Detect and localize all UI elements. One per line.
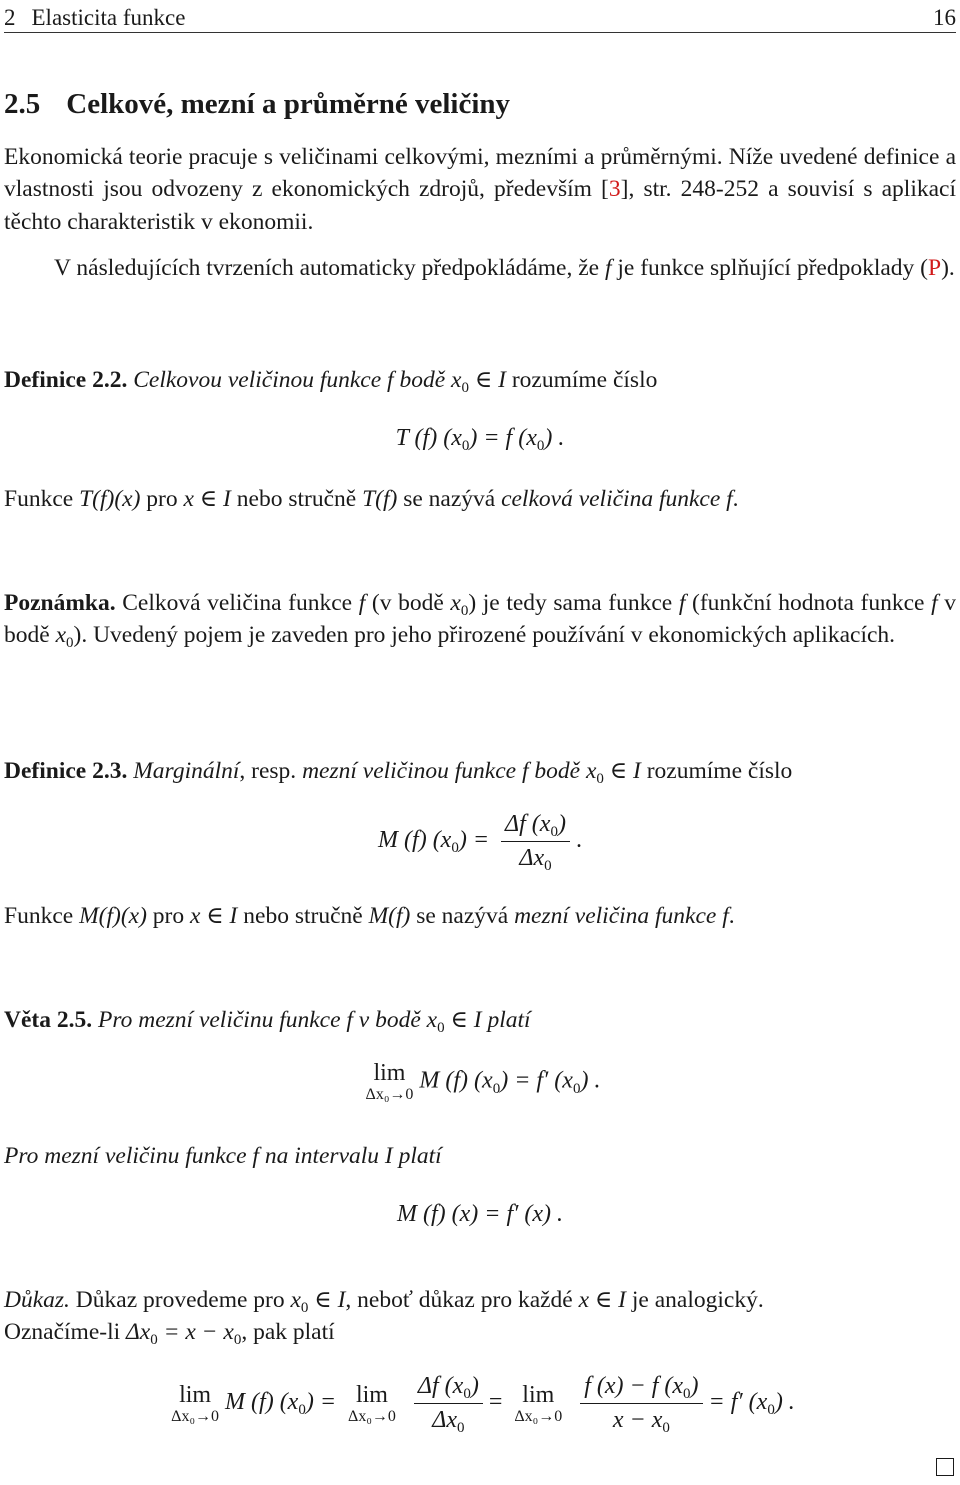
equation-limit-point: lim Δx₀→0 M (f) $(x_0) = f'$ $(x_0)$ . xyxy=(365,1060,601,1104)
equation-proof-chain: lim Δx₀→0 M (f) $(x_0)$ = lim Δx₀→0 $\frac{\Delta f (x_0)}{\Delta x_0}$ = lim Δx₀→0 $\frac{f (x) - f (x_0)}{x - x_0}$ = f′ $(x_0)$ . xyxy=(4,1370,956,1437)
proof-label: Důkaz. xyxy=(4,1287,70,1313)
note-paragraph: Poznámka. Celková veličina funkce f (v bodě $x_0$) je tedy sama funkce f (funkční hodnota funkce f v bodě $x_0$). Uvedený pojem je zaveden pro jeho přirozené používání v ekonomických aplikacích. xyxy=(4,590,957,652)
equation-total-quantity: T (f) $(x_0) = f$ $(x_0)$ . xyxy=(395,425,565,454)
qed-square-icon xyxy=(936,1458,954,1476)
note-label: Poznámka. xyxy=(4,590,116,616)
theorem-2-5: Věta 2.5. Pro mezní veličinu funkce f v bodě $x_0$ ∈ I platí xyxy=(4,1007,531,1036)
running-header xyxy=(4,0,956,33)
chapter-title: Elasticita funkce xyxy=(31,5,186,30)
section-title: Celkové, mezní a průměrné veličiny xyxy=(66,88,511,120)
intro-paragraph: Ekonomická teorie pracuje s veličinami celkovými, mezními a průměrnými. Níže uvedené definice a vlastnosti jsou odvozeny z ekonomických zdrojů, především [3], str. 248-252 a souvisí s aplikací těchto charakteristik v ekonomii. xyxy=(4,144,956,235)
assumption-paragraph: V následujících tvrzeních automaticky předpokládáme, že f je funkce splňující předpoklady (P). xyxy=(54,255,955,281)
limit-operator: lim Δx₀→0 xyxy=(348,1381,396,1425)
section-heading xyxy=(4,84,510,124)
section-number: 2.5 xyxy=(4,88,41,120)
header-chapter xyxy=(4,2,185,34)
definition-2-3-follow: Funkce M(f)(x) pro x ∈ I nebo stručně M(f) se nazývá mezní veličina funkce f. xyxy=(4,903,735,929)
definition-2-3: Definice 2.3. Marginální, resp. mezní veličinou funkce f bodě $x_0$ ∈ I rozumíme číslo xyxy=(4,758,793,787)
citation-link[interactable]: 3 xyxy=(608,176,621,203)
proof-paragraph: Důkaz. Důkaz provedeme pro $x_0$ ∈ I, neboť důkaz pro každé x ∈ I je analogický. Označíme-li $\Delta x_0 = x - x_0$, pak platí xyxy=(4,1287,764,1349)
definition-2-2-follow: Funkce T(f)(x) pro x ∈ I nebo stručně T(f) se nazývá celková veličina funkce f. xyxy=(4,486,739,512)
limit-operator: lim Δx₀→0 xyxy=(365,1060,414,1104)
fraction: $\frac{\Delta f (x_0)}{\Delta x_0}$ xyxy=(414,1370,483,1437)
chapter-number: 2 xyxy=(4,5,16,30)
page-number: 16 xyxy=(933,5,956,30)
definition-label: Definice 2.2. xyxy=(4,367,128,393)
theorem-label: Věta 2.5. xyxy=(4,1007,93,1033)
limit-operator: lim Δx₀→0 xyxy=(514,1381,563,1425)
fraction: $\frac{\Delta f (x_0)}{\Delta x_0}$ xyxy=(501,808,570,875)
fraction: $\frac{f (x) - f (x_0)}{x - x_0}$ xyxy=(580,1370,702,1437)
equation-limit-interval: M (f) (x) = f′ (x) . xyxy=(396,1201,564,1227)
definition-2-2: Definice 2.2. Celkovou veličinou funkce f bodě $x_0$ ∈ I rozumíme číslo xyxy=(4,367,658,396)
assumption-reference-link[interactable]: P xyxy=(928,255,942,281)
definition-label: Definice 2.3. xyxy=(4,758,128,784)
theorem-2-5-interval: Pro mezní veličinu funkce f na intervalu I platí xyxy=(4,1143,442,1169)
equation-marginal-quantity: M (f) $(x_0)$ = $\frac{\Delta f (x_0)}{\Delta x_0}$ . xyxy=(4,808,956,875)
limit-operator: lim Δx₀→0 xyxy=(171,1381,220,1425)
